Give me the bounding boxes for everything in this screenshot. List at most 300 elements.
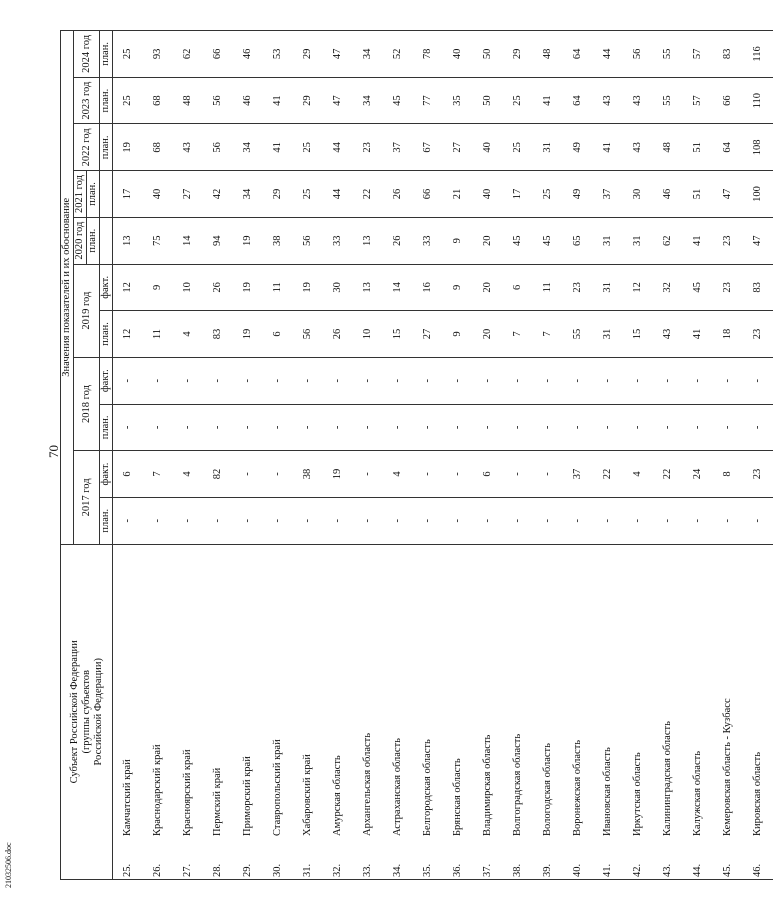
value-cell: 26 — [323, 311, 353, 358]
value-cell: 64 — [713, 124, 743, 171]
value-cell: 116 — [743, 31, 773, 78]
value-cell: 49 — [563, 124, 593, 171]
value-cell: - — [293, 497, 323, 544]
value-cell: 83 — [743, 264, 773, 311]
indicators-header: Значения показателей и их обоснование — [61, 31, 74, 545]
value-cell: - — [713, 497, 743, 544]
table-row — [473, 31, 503, 880]
value-cell: 25 — [293, 171, 323, 218]
value-cell: 51 — [683, 171, 713, 218]
value-cell: 83 — [203, 311, 233, 358]
value-cell: - — [653, 497, 683, 544]
value-cell: - — [503, 451, 533, 498]
row-number: 34. — [383, 838, 413, 879]
fact-label: факт. — [100, 264, 113, 311]
value-cell: 50 — [473, 31, 503, 78]
value-cell: 62 — [653, 217, 683, 264]
table-row — [593, 31, 623, 880]
value-cell: 68 — [143, 124, 173, 171]
region-name: Иркутская область — [623, 544, 653, 838]
value-cell: 66 — [713, 77, 743, 124]
page-number: 70 — [46, 445, 61, 458]
value-cell: 44 — [323, 171, 353, 218]
value-cell: - — [443, 404, 473, 451]
table-row — [353, 31, 383, 880]
value-cell: 37 — [593, 171, 623, 218]
value-cell: - — [173, 404, 203, 451]
value-cell: 6 — [473, 451, 503, 498]
value-cell: 56 — [293, 217, 323, 264]
table-row — [113, 31, 144, 880]
year-header-2020: 2020 год — [74, 217, 87, 264]
value-cell: 65 — [563, 217, 593, 264]
row-number: 39. — [533, 838, 563, 879]
value-cell: - — [653, 404, 683, 451]
region-name: Кемеровская область - Кузбасс — [713, 544, 743, 838]
value-cell: 25 — [293, 124, 323, 171]
value-cell: - — [353, 357, 383, 404]
value-cell: 23 — [713, 217, 743, 264]
value-cell: - — [383, 404, 413, 451]
table-row — [233, 31, 263, 880]
value-cell: 31 — [533, 124, 563, 171]
value-cell: - — [233, 357, 263, 404]
value-cell: - — [443, 497, 473, 544]
value-cell: 25 — [113, 31, 144, 78]
row-number: 40. — [563, 838, 593, 879]
value-cell: 94 — [203, 217, 233, 264]
value-cell: 56 — [203, 77, 233, 124]
value-cell: 53 — [263, 31, 293, 78]
value-cell: 57 — [683, 31, 713, 78]
region-name: Белгородская область — [413, 544, 443, 838]
value-cell: 29 — [503, 31, 533, 78]
subject-header — [61, 544, 113, 879]
table-row — [623, 31, 653, 880]
value-cell: 43 — [653, 311, 683, 358]
value-cell: 25 — [503, 77, 533, 124]
value-cell: 77 — [413, 77, 443, 124]
region-name: Приморский край — [233, 544, 263, 838]
value-cell: 17 — [113, 171, 144, 218]
value-cell: 19 — [113, 124, 144, 171]
plan-label: план. — [100, 404, 113, 451]
value-cell: 55 — [653, 77, 683, 124]
value-cell: - — [323, 497, 353, 544]
value-cell: 37 — [383, 124, 413, 171]
table-row — [533, 31, 563, 880]
region-name: Вологодская область — [533, 544, 563, 838]
value-cell: - — [203, 497, 233, 544]
value-cell: 12 — [113, 311, 144, 358]
value-cell: 11 — [533, 264, 563, 311]
value-cell: - — [593, 497, 623, 544]
value-cell: - — [593, 357, 623, 404]
region-name: Краснодарский край — [143, 544, 173, 838]
plan-label: план. — [87, 171, 100, 218]
row-number: 36. — [443, 838, 473, 879]
value-cell: 16 — [413, 264, 443, 311]
region-name: Хабаровский край — [293, 544, 323, 838]
table-row — [503, 31, 533, 880]
value-cell: - — [383, 357, 413, 404]
value-cell: 47 — [743, 217, 773, 264]
row-number: 46. — [743, 838, 773, 879]
value-cell: 26 — [383, 171, 413, 218]
value-cell: 45 — [683, 264, 713, 311]
value-cell: 26 — [203, 264, 233, 311]
value-cell: 51 — [683, 124, 713, 171]
value-cell: 29 — [263, 171, 293, 218]
value-cell: - — [593, 404, 623, 451]
value-cell: 18 — [713, 311, 743, 358]
value-cell: 19 — [233, 311, 263, 358]
value-cell: - — [413, 404, 443, 451]
value-cell: 56 — [293, 311, 323, 358]
value-cell: - — [623, 497, 653, 544]
value-cell: 48 — [653, 124, 683, 171]
value-cell: 23 — [353, 124, 383, 171]
value-cell: 48 — [533, 31, 563, 78]
value-cell: - — [263, 357, 293, 404]
table-body — [113, 31, 773, 880]
value-cell: - — [383, 497, 413, 544]
value-cell: 17 — [503, 171, 533, 218]
value-cell: - — [653, 357, 683, 404]
year-header-2022: 2022 год — [74, 124, 100, 171]
value-cell: - — [503, 497, 533, 544]
table-row — [383, 31, 413, 880]
value-cell: 13 — [353, 217, 383, 264]
subject-header-line2: (группы субъектов — [80, 670, 92, 754]
value-cell: 41 — [593, 124, 623, 171]
value-cell: - — [683, 404, 713, 451]
value-cell: - — [263, 451, 293, 498]
year-header-2018: 2018 год — [74, 357, 100, 450]
value-cell: - — [683, 497, 713, 544]
value-cell: 30 — [623, 171, 653, 218]
value-cell: - — [233, 451, 263, 498]
value-cell: 64 — [563, 77, 593, 124]
value-cell: 4 — [173, 311, 203, 358]
value-cell: - — [263, 404, 293, 451]
value-cell: - — [683, 357, 713, 404]
value-cell: 27 — [443, 124, 473, 171]
plan-label: план. — [100, 124, 113, 171]
value-cell: - — [323, 357, 353, 404]
value-cell: 4 — [623, 451, 653, 498]
plan-label: план. — [100, 77, 113, 124]
value-cell: 31 — [623, 217, 653, 264]
value-cell: 6 — [113, 451, 144, 498]
value-cell: 22 — [593, 451, 623, 498]
value-cell: - — [293, 357, 323, 404]
value-cell: 66 — [203, 31, 233, 78]
fact-label: факт. — [100, 451, 113, 498]
value-cell: 13 — [353, 264, 383, 311]
value-cell: 37 — [563, 451, 593, 498]
region-name: Пермский край — [203, 544, 233, 838]
value-cell: 64 — [563, 31, 593, 78]
value-cell: 33 — [323, 217, 353, 264]
value-cell: - — [473, 357, 503, 404]
value-cell: 19 — [233, 217, 263, 264]
value-cell: 19 — [323, 451, 353, 498]
value-cell: 8 — [713, 451, 743, 498]
indicator-table — [60, 30, 773, 880]
row-number: 38. — [503, 838, 533, 879]
table-row — [413, 31, 443, 880]
value-cell: 78 — [413, 31, 443, 78]
value-cell: 9 — [443, 217, 473, 264]
year-header-2024: 2024 год — [74, 31, 100, 78]
value-cell: 7 — [503, 311, 533, 358]
year-header-2021: 2021 год — [74, 171, 87, 218]
value-cell: 93 — [143, 31, 173, 78]
value-cell: 31 — [593, 311, 623, 358]
value-cell: 30 — [323, 264, 353, 311]
value-cell: 110 — [743, 77, 773, 124]
value-cell: 46 — [233, 77, 263, 124]
fact-label: факт. — [100, 357, 113, 404]
region-name: Камчатский край — [113, 544, 144, 838]
value-cell: 9 — [143, 264, 173, 311]
value-cell: 82 — [203, 451, 233, 498]
value-cell: - — [623, 357, 653, 404]
value-cell: 46 — [233, 31, 263, 78]
value-cell: 12 — [113, 264, 144, 311]
subject-header-line1: Субъект Российской Федерации — [68, 640, 80, 784]
value-cell: 56 — [623, 31, 653, 78]
region-name: Брянская область — [443, 544, 473, 838]
value-cell: 44 — [593, 31, 623, 78]
plan-label: план. — [100, 31, 113, 78]
region-name: Астраханская область — [383, 544, 413, 838]
value-cell: 34 — [233, 124, 263, 171]
row-number: 35. — [413, 838, 443, 879]
value-cell: 12 — [623, 264, 653, 311]
value-cell: - — [533, 357, 563, 404]
year-header-2019: 2019 год — [74, 264, 100, 357]
row-number: 42. — [623, 838, 653, 879]
value-cell: 41 — [683, 311, 713, 358]
value-cell: 29 — [293, 31, 323, 78]
value-cell: 34 — [353, 77, 383, 124]
row-number: 33. — [353, 838, 383, 879]
value-cell: - — [563, 357, 593, 404]
year-header-2023: 2023 год — [74, 77, 100, 124]
row-number: 37. — [473, 838, 503, 879]
value-cell: 108 — [743, 124, 773, 171]
row-number: 25. — [113, 838, 144, 879]
value-cell: 43 — [173, 124, 203, 171]
plan-label: план. — [100, 311, 113, 358]
value-cell: 50 — [473, 77, 503, 124]
value-cell: 4 — [173, 451, 203, 498]
region-name: Владимирская область — [473, 544, 503, 838]
region-name: Архангельская область — [353, 544, 383, 838]
value-cell: 23 — [563, 264, 593, 311]
value-cell: 45 — [383, 77, 413, 124]
value-cell: 57 — [683, 77, 713, 124]
region-name: Воронежская область — [563, 544, 593, 838]
value-cell: 45 — [533, 217, 563, 264]
value-cell: - — [743, 357, 773, 404]
value-cell: 23 — [713, 264, 743, 311]
value-cell: - — [443, 357, 473, 404]
value-cell: 4 — [383, 451, 413, 498]
value-cell: 22 — [653, 451, 683, 498]
row-number: 32. — [323, 838, 353, 879]
empty-subheader — [100, 171, 113, 218]
value-cell: 42 — [203, 171, 233, 218]
value-cell: 46 — [653, 171, 683, 218]
value-cell: 20 — [473, 311, 503, 358]
value-cell: - — [503, 357, 533, 404]
value-cell: 31 — [593, 264, 623, 311]
value-cell: - — [233, 404, 263, 451]
region-name: Кировская область — [743, 544, 773, 838]
value-cell: 29 — [293, 77, 323, 124]
value-cell: - — [473, 404, 503, 451]
subject-header-line3: Российской Федерации) — [92, 658, 104, 766]
value-cell: 38 — [263, 217, 293, 264]
value-cell: 40 — [473, 124, 503, 171]
row-number: 29. — [233, 838, 263, 879]
value-cell: - — [113, 357, 144, 404]
region-name: Ставропольский край — [263, 544, 293, 838]
value-cell: 19 — [233, 264, 263, 311]
value-cell: 49 — [563, 171, 593, 218]
plan-label: план. — [87, 217, 100, 264]
value-cell: 10 — [353, 311, 383, 358]
value-cell: 43 — [593, 77, 623, 124]
value-cell: 47 — [323, 77, 353, 124]
value-cell: 33 — [413, 217, 443, 264]
value-cell: 15 — [383, 311, 413, 358]
value-cell: - — [623, 404, 653, 451]
value-cell: - — [473, 497, 503, 544]
table-row — [173, 31, 203, 880]
value-cell: 11 — [263, 264, 293, 311]
value-cell: - — [713, 357, 743, 404]
value-cell: 23 — [743, 451, 773, 498]
value-cell: 34 — [233, 171, 263, 218]
table-row — [293, 31, 323, 880]
value-cell: 21 — [443, 171, 473, 218]
value-cell: - — [353, 497, 383, 544]
value-cell: 25 — [113, 77, 144, 124]
value-cell: 41 — [683, 217, 713, 264]
value-cell: 13 — [113, 217, 144, 264]
value-cell: 35 — [443, 77, 473, 124]
value-cell: 40 — [473, 171, 503, 218]
value-cell: - — [503, 404, 533, 451]
value-cell: - — [713, 404, 743, 451]
value-cell: 55 — [653, 31, 683, 78]
value-cell: 48 — [173, 77, 203, 124]
value-cell: - — [743, 497, 773, 544]
value-cell: 11 — [143, 311, 173, 358]
value-cell: - — [113, 497, 144, 544]
value-cell: 47 — [713, 171, 743, 218]
value-cell: - — [743, 404, 773, 451]
value-cell: - — [533, 404, 563, 451]
row-number: 31. — [293, 838, 323, 879]
value-cell: - — [413, 451, 443, 498]
value-cell: - — [113, 404, 144, 451]
value-cell: 22 — [353, 171, 383, 218]
empty-subheader — [100, 217, 113, 264]
value-cell: 43 — [623, 124, 653, 171]
value-cell: 45 — [503, 217, 533, 264]
value-cell: 38 — [293, 451, 323, 498]
row-number: 27. — [173, 838, 203, 879]
row-number: 26. — [143, 838, 173, 879]
value-cell: - — [533, 497, 563, 544]
value-cell: 66 — [413, 171, 443, 218]
row-number: 30. — [263, 838, 293, 879]
value-cell: 9 — [443, 311, 473, 358]
value-cell: 7 — [143, 451, 173, 498]
value-cell: 52 — [383, 31, 413, 78]
region-name: Ивановская область — [593, 544, 623, 838]
value-cell: 43 — [623, 77, 653, 124]
value-cell: 31 — [593, 217, 623, 264]
value-cell: - — [203, 404, 233, 451]
value-cell: 23 — [743, 311, 773, 358]
value-cell: 62 — [173, 31, 203, 78]
value-cell: - — [533, 451, 563, 498]
row-number: 44. — [683, 838, 713, 879]
value-cell: 7 — [533, 311, 563, 358]
value-cell: 44 — [323, 124, 353, 171]
table-row — [263, 31, 293, 880]
value-cell: - — [233, 497, 263, 544]
value-cell: 100 — [743, 171, 773, 218]
value-cell: 83 — [713, 31, 743, 78]
value-cell: 41 — [263, 124, 293, 171]
value-cell: - — [413, 497, 443, 544]
value-cell: 41 — [533, 77, 563, 124]
value-cell: 32 — [653, 264, 683, 311]
table-row — [743, 31, 773, 880]
value-cell: 41 — [263, 77, 293, 124]
value-cell: 14 — [383, 264, 413, 311]
row-number: 28. — [203, 838, 233, 879]
value-cell: - — [143, 497, 173, 544]
region-name: Амурская область — [323, 544, 353, 838]
value-cell: - — [413, 357, 443, 404]
table-row — [443, 31, 473, 880]
table-row — [563, 31, 593, 880]
value-cell: - — [293, 404, 323, 451]
value-cell: 10 — [173, 264, 203, 311]
value-cell: 68 — [143, 77, 173, 124]
region-name: Калининградская область — [653, 544, 683, 838]
value-cell: - — [323, 404, 353, 451]
value-cell: - — [203, 357, 233, 404]
value-cell: 25 — [533, 171, 563, 218]
value-cell: 40 — [143, 171, 173, 218]
value-cell: 55 — [563, 311, 593, 358]
value-cell: - — [263, 497, 293, 544]
value-cell: 20 — [473, 217, 503, 264]
value-cell: - — [563, 497, 593, 544]
region-name: Волгоградская область — [503, 544, 533, 838]
table-row — [323, 31, 353, 880]
value-cell: 19 — [293, 264, 323, 311]
